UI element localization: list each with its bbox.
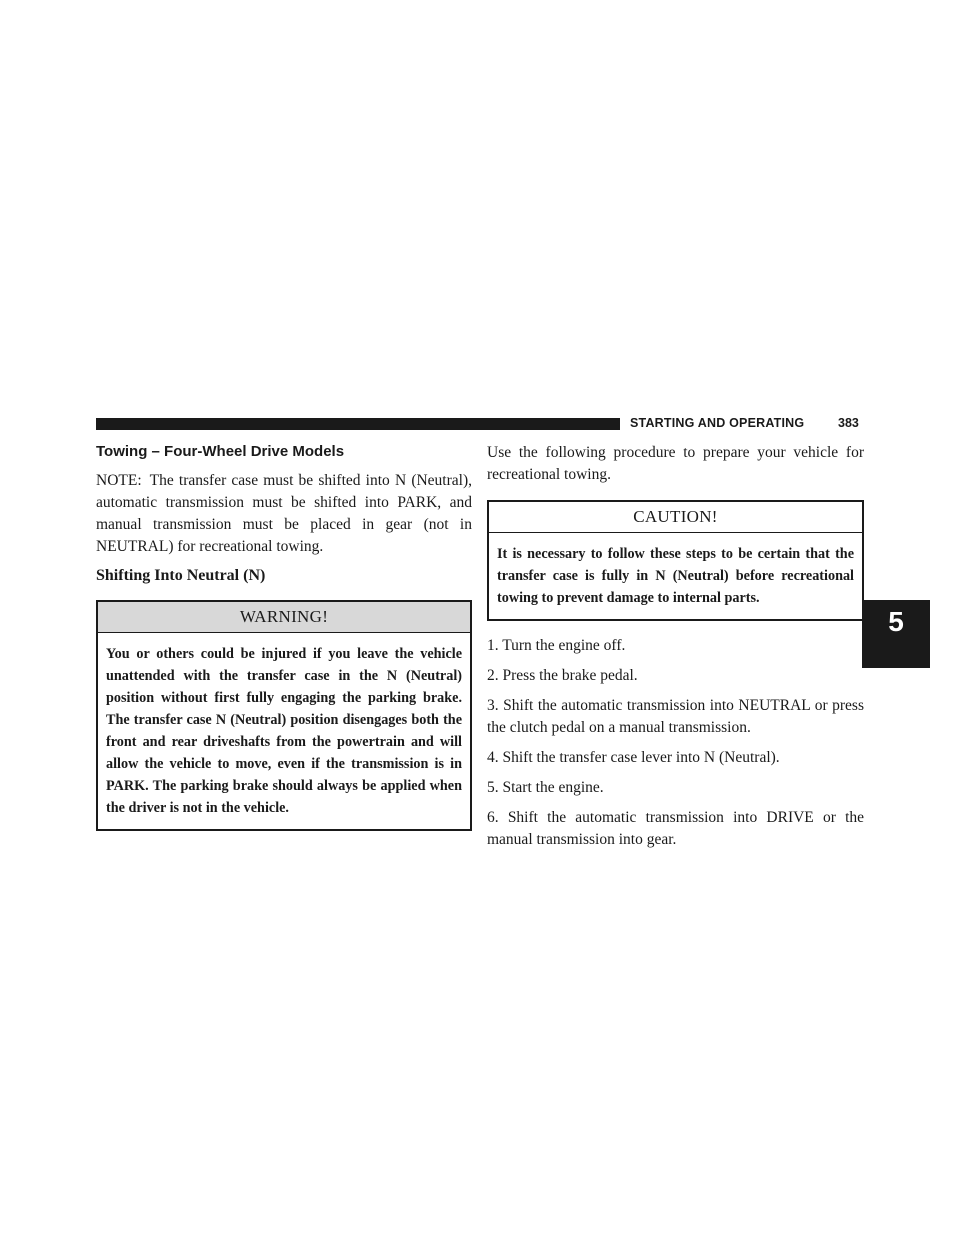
note-text: The transfer case must be shifted into N (Neutral), automatic transmission must be shifted into PARK, and manual transmission must be placed in gear (not in NEUTRAL) for recreational towing. [96,472,472,555]
section-title: STARTING AND OPERATING [630,416,805,430]
warning-box [96,600,472,831]
caution-title: CAUTION! [489,502,862,533]
left-column [96,442,472,845]
step-item: 6. Shift the automatic transmission into DRIVE or the manual transmission into gear. [487,809,864,848]
chapter-tab: 5 [862,600,930,668]
step-item: 5. Start the engine. [487,779,604,796]
right-column [487,442,864,859]
step-item: 1. Turn the engine off. [487,637,626,654]
header-rule [96,418,620,430]
subheading: Shifting Into Neutral (N) [96,567,266,584]
warning-title: WARNING! [98,602,470,633]
page-number: 383 [838,416,859,430]
section-heading: Towing – Four-Wheel Drive Models [96,443,345,460]
caution-text: It is necessary to follow these steps to be certain that the transfer case is fully in N (Neutral) before recreational towing to prevent damage to internal parts. [497,546,854,606]
note-label: NOTE: [96,472,142,489]
step-item: 3. Shift the automatic transmission into NEUTRAL or press the clutch pedal on a manual transmission. [487,697,864,736]
warning-text: You or others could be injured if you leave the vehicle unattended with the transfer case in the N (Neutral) position without first fully engaging the parking brake. The transfer case N (Neutral) position disengages both the front and rear driveshafts from the powertrain and will allow the vehicle to move, even if the transmission is in PARK. The parking brake should always be applied when the driver is not in the vehicle. [106,646,462,816]
step-item: 4. Shift the transfer case lever into N (Neutral). [487,749,780,766]
caution-box [487,500,864,621]
intro-paragraph: Use the following procedure to prepare your vehicle for recreational towing. [487,444,864,483]
step-item: 2. Press the brake pedal. [487,667,638,684]
note-paragraph [96,470,472,558]
